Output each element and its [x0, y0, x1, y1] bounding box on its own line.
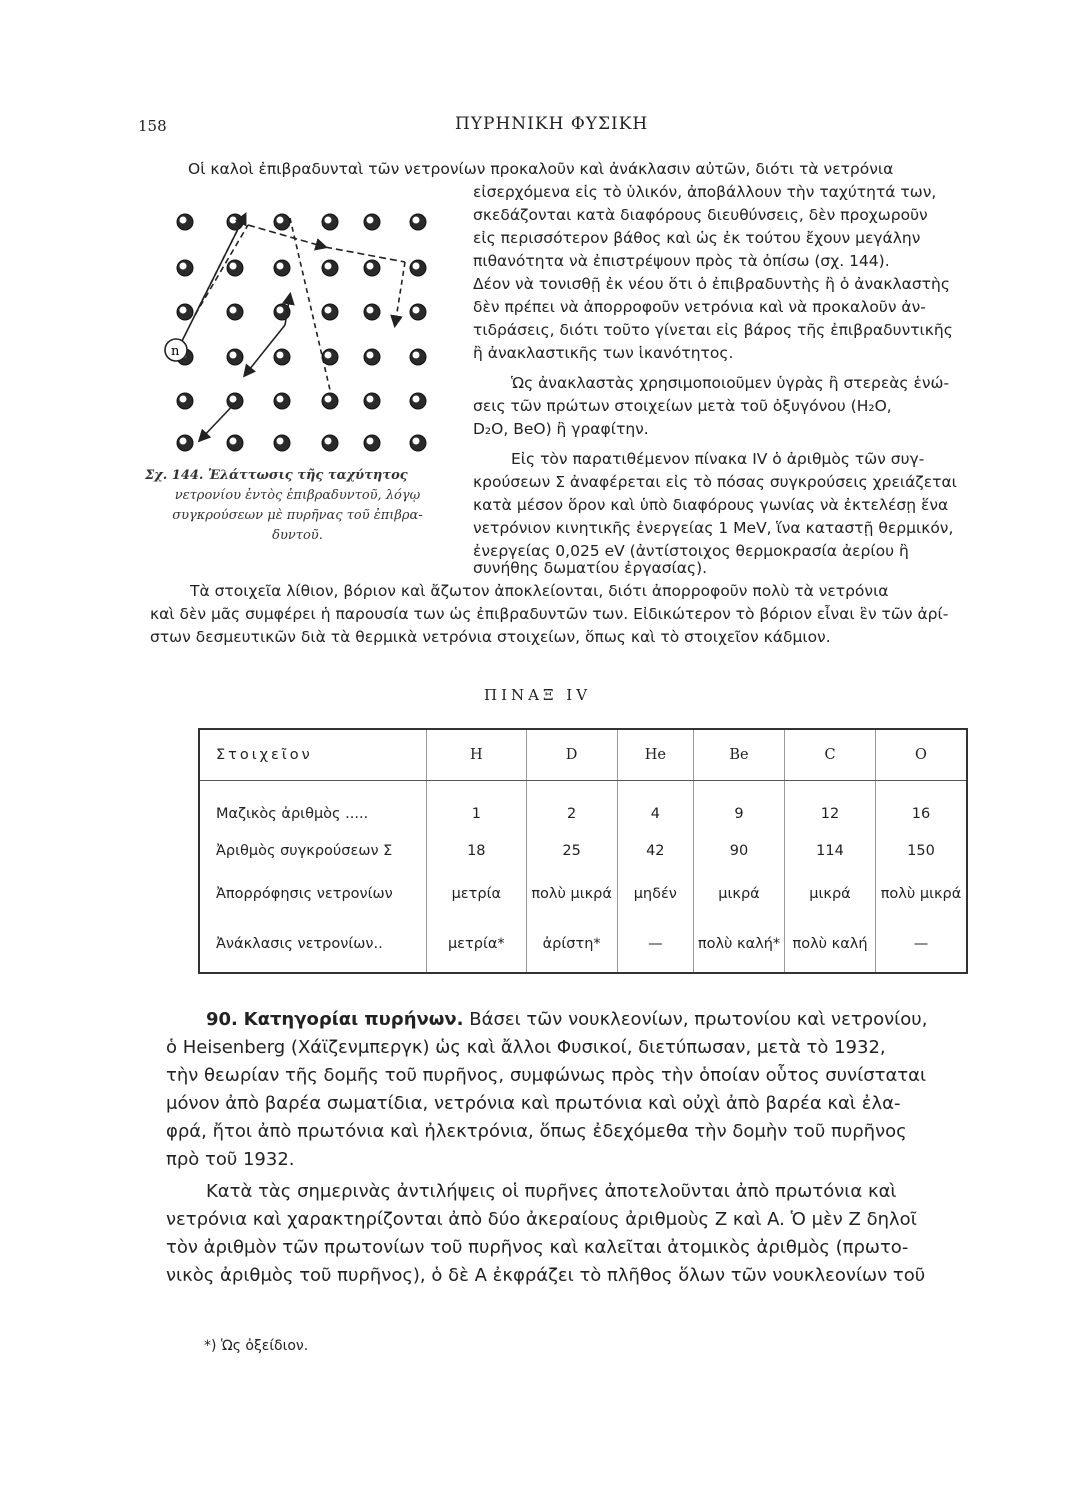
nucleus-highlight: [230, 307, 237, 314]
nucleus-highlight: [277, 307, 284, 314]
nucleus-highlight: [413, 307, 420, 314]
table-element: H: [427, 729, 527, 781]
figure-caption: [145, 466, 450, 546]
table-row: [199, 917, 967, 973]
caption-line-3: συγκρούσεων μὲ πυρῆνας τοῦ ἐπιβρα-: [172, 508, 423, 523]
table-cell: 18: [427, 831, 527, 871]
row-label: Μαζικὸς ἀριθμὸς .....: [199, 797, 427, 831]
nucleus-highlight: [277, 438, 284, 445]
table-cell: μικρά: [785, 871, 876, 917]
table-ref-line: νετρόνιον κινητικῆς ἐνεργείας 1 MeV, ἵνα καταστῇ θερμικόν,: [473, 519, 954, 537]
nucleus-highlight: [367, 396, 374, 403]
table-element: D: [526, 729, 617, 781]
nucleus-highlight: [413, 438, 420, 445]
section-line: μόνον ἀπὸ βαρέα σωματίδια, νετρόνια καὶ πρωτόνια καὶ οὐχὶ ἀπὸ βαρέα καὶ ἐλα-: [166, 1093, 901, 1114]
row-label: Ἀριθμὸς συγκρούσεων Σ: [199, 831, 427, 871]
section-line: Βάσει τῶν νουκλεονίων, πρωτονίου καὶ νετρονίου,: [463, 1009, 928, 1030]
section-heading-line: [166, 1006, 1016, 1034]
table-header-row: [199, 729, 967, 781]
section-line: φρά, ἤτοι ἀπὸ πρωτόνια καὶ ἠλεκτρόνια, ὅπως ἐδεχόμεθα τὴν δομὴν τοῦ πυρῆνος: [166, 1121, 907, 1142]
intro-line: εἰσερχόμενα εἰς τὸ ὑλικόν, ἀποβάλλουν τὴν ταχύτητά των,: [473, 183, 937, 201]
table-row: [199, 871, 967, 917]
nucleus-highlight: [180, 307, 187, 314]
table-ref-line: Εἰς τὸν παρατιθέμενον πίνακα IV ὁ ἀριθμὸς τῶν συγ-: [511, 450, 925, 468]
section-line: νετρόνια καὶ χαρακτηρίζονται ἀπὸ δύο ἀκεραίους ἀριθμοὺς Z καὶ A. Ὁ μὲν Z δηλοῖ: [166, 1209, 917, 1230]
nucleus-highlight: [277, 263, 284, 270]
table-ref-line: κρούσεων Σ ἀναφέρεται εἰς τὸ πόσας συγκρούσεις χρειάζεται: [473, 473, 957, 491]
table-cell: 25: [526, 831, 617, 871]
reflectors-line: σεις τῶν πρώτων στοιχείων μετὰ τοῦ ὀξυγόνου (H₂O,: [473, 397, 892, 415]
table-title: ΠΙΝΑΞ IV: [484, 686, 592, 704]
nucleus-highlight: [367, 352, 374, 359]
section-number: 90.: [206, 1009, 238, 1030]
caption-line-1: Σχ. 144. Ἐλάττωσις τῆς ταχύτητος: [145, 468, 408, 483]
table-element: O: [876, 729, 968, 781]
table-iv: [198, 728, 968, 974]
nucleus-highlight: [413, 263, 420, 270]
excluded-line: Τὰ στοιχεῖα λίθιον, βόριον καὶ ἄζωτον ἀποκλείονται, διότι ἀπορροφοῦν πολὺ τὰ νετρόνια: [190, 582, 889, 600]
nucleus-highlight: [180, 217, 187, 224]
table-cell: μικρά: [694, 871, 785, 917]
table-cell: 12: [785, 797, 876, 831]
footnote: *) Ὡς ὀξείδιον.: [204, 1338, 309, 1354]
table-cell: 90: [694, 831, 785, 871]
nucleus-highlight: [367, 263, 374, 270]
nucleus-highlight: [325, 396, 332, 403]
nucleus-highlight: [277, 352, 284, 359]
intro-line: σκεδάζονται κατὰ διαφόρους διευθύνσεις, δὲν προχωροῦν: [473, 206, 928, 224]
nucleus-highlight: [325, 352, 332, 359]
nucleus-highlight: [325, 217, 332, 224]
reflectors-line: D₂O, BeO) ἢ γραφίτην.: [473, 420, 649, 438]
nucleus-highlight: [277, 217, 284, 224]
nucleus-highlight: [325, 438, 332, 445]
section-line: νικὸς ἀριθμὸς τοῦ πυρῆνος), ὁ δὲ A ἐκφράζει τὸ πλῆθος ὅλων τῶν νουκλεονίων τοῦ: [166, 1265, 926, 1286]
page-number: 158: [138, 117, 167, 135]
table-row: [199, 831, 967, 871]
intro-line: τιδράσεις, διότι τοῦτο γίνεται εἰς βάρος τῆς ἐπιβραδυντικῆς: [473, 321, 953, 339]
table-cell: πολὺ μικρά: [880, 885, 962, 902]
figure-144: [150, 200, 450, 455]
table-element: C: [785, 729, 876, 781]
table-cell: πολὺ μικρά: [526, 871, 617, 917]
nucleus-highlight: [413, 396, 420, 403]
row-label: Ἀνάκλασις νετρονίων..: [199, 917, 427, 973]
table-cell: —: [617, 917, 693, 973]
table-cell: 42: [617, 831, 693, 871]
table-cell: —: [913, 936, 929, 952]
table-ref-line: κατὰ μέσον ὅρον καὶ ὑπὸ διαφόρους γωνίας νὰ ἐκτελέσῃ ἕνα: [473, 496, 949, 514]
table-row: [199, 797, 967, 831]
nucleus-highlight: [180, 263, 187, 270]
nucleus-highlight: [325, 307, 332, 314]
caption-line-2: νετρονίου ἐντὸς ἐπιβραδυντοῦ, λόγῳ: [174, 488, 421, 503]
table-cell: 4: [617, 797, 693, 831]
nuclei-grid: [177, 214, 426, 451]
nucleus-highlight: [325, 263, 332, 270]
table-cell: μηδέν: [617, 871, 693, 917]
table-cell: 150: [907, 842, 935, 859]
nucleus-highlight: [367, 217, 374, 224]
intro-line: εἰς περισσότερον βάθος καὶ ὡς ἐκ τούτου ἔχουν μεγάλην: [473, 229, 921, 247]
table-cell: 1: [427, 797, 527, 831]
nucleus-highlight: [277, 396, 284, 403]
path-segment: [200, 400, 238, 440]
table-header-label: Στοιχεῖον: [199, 729, 427, 781]
table-cell: ἀρίστη*: [526, 917, 617, 973]
intro-line: ἢ ἀνακλαστικῆς των ἱκανότητος.: [473, 344, 734, 362]
reflectors-line: Ὡς ἀνακλαστὰς χρησιμοποιοῦμεν ὑγρὰς ἢ στερεὰς ἑνώ-: [511, 374, 950, 392]
intro-line: Δέον νὰ τονισθῇ ἐκ νέου ὅτι ὁ ἐπιβραδυντὴς ἢ ὁ ἀνακλαστὴς: [473, 275, 950, 293]
row-label: Ἀπορρόφησις νετρονίων: [199, 871, 427, 917]
section-title: Κατηγορίαι πυρήνων.: [243, 1009, 464, 1030]
nucleus-highlight: [367, 438, 374, 445]
intro-line: πιθανότητα νὰ ἐπιστρέψουν πρὸς τὰ ὀπίσω (σχ. 144).: [473, 252, 890, 270]
nucleus-highlight: [180, 396, 187, 403]
table-cell: μετρία*: [427, 917, 527, 973]
table-cell: 114: [785, 831, 876, 871]
section-line: Κατὰ τὰς σημερινὰς ἀντιλήψεις οἱ πυρῆνες ἀποτελοῦνται ἀπὸ πρωτόνια καὶ: [206, 1181, 897, 1202]
table-cell: 2: [526, 797, 617, 831]
intro-line: δὲν πρέπει νὰ ἀπορροφοῦν νετρόνια καὶ νὰ προκαλοῦν ἀν-: [473, 298, 926, 316]
excluded-line: στων δεσμευτικῶν διὰ τὰ θερμικὰ νετρόνια στοιχείων, ὅπως καὶ τὸ στοιχεῖον κάδμιον.: [150, 628, 831, 646]
table-ref-line: συνήθης δωματίου ἐργασίας).: [473, 559, 708, 577]
path-segment: [395, 262, 405, 325]
path-segment: [290, 218, 330, 390]
intro-first-line: Οἱ καλοὶ ἐπιβραδυνταὶ τῶν νετρονίων προκαλοῦν καὶ ἀνάκλασιν αὐτῶν, διότι τὰ νετρόνια: [188, 160, 894, 178]
caption-line-4: δυντοῦ.: [272, 528, 323, 543]
nucleus-highlight: [230, 263, 237, 270]
excluded-line: καὶ δὲν μᾶς συμφέρει ἡ παρουσία των ὡς ἐπιβραδυντῶν των. Εἰδικώτερον τὸ βόριον εἶναι ἓν τῶν ἀρί-: [150, 605, 949, 623]
section-line: τὴν θεωρίαν τῆς δομῆς τοῦ πυρῆνος, συμφώνως πρὸς τὴν ὁποίαν οὗτος συνίσταται: [166, 1065, 927, 1086]
table-ref-line: ἐνεργείας 0,025 eV (ἀντίστοιχος θερμοκρασία ἀερίου ἢ: [473, 542, 909, 560]
table-cell: πολὺ καλή*: [694, 917, 785, 973]
nucleus-highlight: [180, 438, 187, 445]
table-cell: 9: [694, 797, 785, 831]
table-cell: μετρία: [427, 871, 527, 917]
neutron-label: n: [171, 344, 180, 359]
table-element: Be: [694, 729, 785, 781]
nucleus-highlight: [367, 307, 374, 314]
section-line: τὸν ἀριθμὸν τῶν πρωτονίων τοῦ πυρῆνος καὶ καλεῖται ἀτομικὸς ἀριθμὸς (πρωτο-: [166, 1237, 909, 1258]
table-cell: πολὺ καλή: [785, 917, 876, 973]
nucleus-highlight: [230, 217, 237, 224]
table-element: He: [617, 729, 693, 781]
nucleus-highlight: [413, 352, 420, 359]
nucleus-highlight: [230, 438, 237, 445]
path-segment: [325, 247, 405, 262]
section-line: ὁ Heisenberg (Χάϊζενμπεργκ) ὡς καὶ ἄλλοι Φυσικοί, διετύπωσαν, μετὰ τὸ 1932,: [166, 1037, 886, 1058]
excluded-paragraph: [150, 580, 948, 649]
running-title: ΠΥΡΗΝΙΚΗ ΦΥΣΙΚΗ: [455, 114, 649, 134]
section-90: [166, 1006, 1016, 1290]
nucleus-highlight: [230, 352, 237, 359]
nucleus-highlight: [413, 217, 420, 224]
section-line: πρὸ τοῦ 1932.: [166, 1149, 295, 1170]
intro-column: [473, 181, 1000, 563]
nucleus-highlight: [230, 396, 237, 403]
table-cell: 16: [911, 805, 931, 822]
